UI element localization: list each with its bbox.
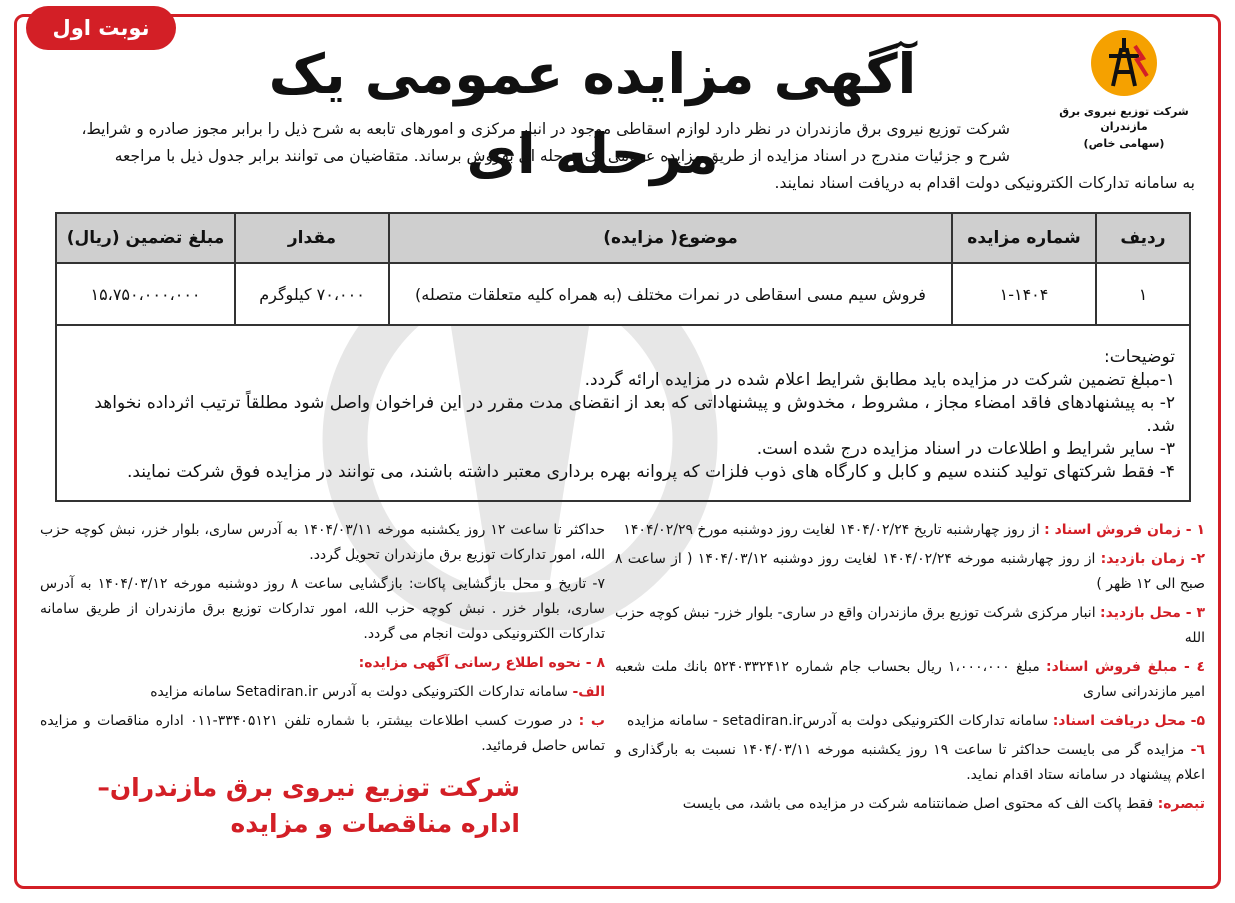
note-item: ۱-مبلغ تضمین شرکت در مزایده باید مطابق شرایط اعلام شده در مزایده ارائه گردد. [584,370,1175,390]
condition-item: ۵- محل دریافت اسناد: سامانه تدارکات الکترونیکی دولت به آدرسsetadiran.ir - سامانه مزایده [626,713,1205,729]
cell-row-number: ۱ [1096,263,1190,325]
notice-method-b: ب : در صورت کسب اطلاعات بیشتر، با شماره تلفن ۳۳۴۰۵۱۲۱-۰۱۱ اداره مناقصات و مزایده تماس حاصل فرمائید. [40,713,606,754]
first-publication-badge: نوبت اول [26,6,176,50]
cell-auction-number: ۱-۱۴۰۴ [952,263,1096,325]
note-item: ۴- فقط شرکتهای تولید کننده سیم و کابل و کارگاه های ذوب فلزات که پروانه بهره برداری معتبر داشته باشند، می توانند در مزایده فوق شرکت نمایند. [126,462,1175,482]
condition-opening: ۷- تاریخ و محل بازگشایی پاکات: بازگشایی ساعت ۸ روز دوشنبه مورخه ۱۴۰۴/۰۳/۱۲ به آدرس ساری، بلوار خزر . نبش کوچه حزب الله، امور تدارکات توزیع برق مازندران از طریق سامانه تدارکات الکترونیکی دولت انجام می گردد. [40,576,606,642]
cell-subject: فروش سیم مسی اسقاطی در نمرات مختلف (به همراه کلیه متعلقات متصله) [389,263,952,325]
col-header-auction-number: شماره مزایده [952,213,1096,263]
note-item: ۲- به پیشنهادهای فاقد امضاء مجاز ، مشروط ، مخدوش و پیشنهاداتی که بعد از انقضای مدت مقرر در این فراخوان واصل شود مطلقاً ترتیب اثرداده نخواهد شد. [94,393,1175,436]
condition-item: ۲- زمان بازدید: از روز چهارشنبه مورخه ۱۴۰۴/۰۲/۲۴ لغایت روز دوشنبه ۱۴۰۴/۰۳/۱۲ ( از ساعت ۸ صبح الی ۱۲ ظهر ) [615,551,1206,592]
power-tower-icon [1089,28,1159,98]
condition-item: تبصره: فقط پاکت الف که محتوی اصل ضمانتنامه شرکت در مزایده می باشد، می بایست [682,796,1205,812]
notes-box [55,318,1191,502]
notes-heading: توضیحات: [1104,347,1175,367]
cell-quantity: ۷۰،۰۰۰ کیلوگرم [235,263,389,325]
condition-item: ۱ - زمان فروش اسناد : از روز چهارشنبه تاریخ ۱۴۰۴/۰۲/۲۴ لغایت روز دوشنبه مورخ ۱۴۰۴/۰۲/۲۹ [623,522,1205,538]
col-header-row-number: ردیف [1096,213,1190,263]
col-header-quantity: مقدار [235,213,389,263]
intro-paragraph [32,116,1010,170]
intro-line-3: به سامانه تدارکات الکترونیکی دولت اقدام به دریافت اسناد نمایند. [774,174,1195,192]
conditions-left-column [40,518,605,763]
condition-continued: حداکثر تا ساعت ۱۲ روز یکشنبه مورخه ۱۴۰۴/۰۳/۱۱ به آدرس ساری، بلوار خزر، نبش کوچه حزب الله، امور تدارکات توزیع برق مازندران تحویل گردد. [40,522,606,563]
notice-method-heading: ۸ - نحوه اطلاع رسانی آگهی مزایده: [358,655,605,671]
note-item: ۳- سایر شرایط و اطلاعات در اسناد مزایده درج شده است. [756,439,1175,459]
intro-line-2: شرح و جزئیات مندرج در اسناد مزایده از طریق مزایده عمومی یک مرحله ای بفروش برساند. متقاضیان می توانند برابر جدول ذیل با مراجعه [114,147,1010,165]
table-header-row [56,213,1190,263]
company-type: (سهامی خاص) [1083,137,1165,150]
conditions-right-column [615,518,1205,821]
company-name: شرکت توزیع نیروی برق مازندران [1059,105,1189,133]
col-header-subject: موضوع( مزایده) [389,213,952,263]
company-logo [1049,28,1199,151]
table-row [56,263,1190,325]
auction-table [55,212,1191,326]
signature: شرکت توزیع نیروی برق مازندران–اداره مناقصات و مزایده [97,773,520,838]
condition-item: ٤ - مبلغ فروش اسناد: مبلغ ۱،۰۰۰،۰۰۰ ریال بحساب جام شماره ۵۲۴۰۳۳۲۴۱۲ بانك ملت شعبه امیر مازندرانی ساری [615,659,1206,700]
condition-item: ۳ - محل بازدید: انبار مرکزی شرکت توزیع برق مازندران واقع در ساری- بلوار خزر- نبش کوچه حزب الله [615,605,1205,646]
cell-guarantee: ۱۵،۷۵۰،۰۰۰،۰۰۰ [56,263,235,325]
condition-item: ٦- مزایده گر می بایست حداکثر تا ساعت ۱۹ روز یکشنبه مورخه ۱۴۰۴/۰۳/۱۱ نسبت به بارگذاری و اعلام پیشنهاد در سامانه ستاد اقدام نماید. [615,742,1205,783]
ad-title: آگهی مزایده عمومی یک مرحله ای [268,42,917,186]
notice-method-a: الف- سامانه تدارکات الکترونیکی دولت به آدرس Setadiran.ir سامانه مزایده [150,684,605,700]
intro-line-1: شرکت توزیع نیروی برق مازندران در نظر دارد لوازم اسقاطی موجود در انبار مرکزی و امورهای تابعه به شرح ذیل را برابر مجوز صادره و شرایط، [81,120,1010,138]
col-header-guarantee: مبلغ تضمین (ریال) [56,213,235,263]
